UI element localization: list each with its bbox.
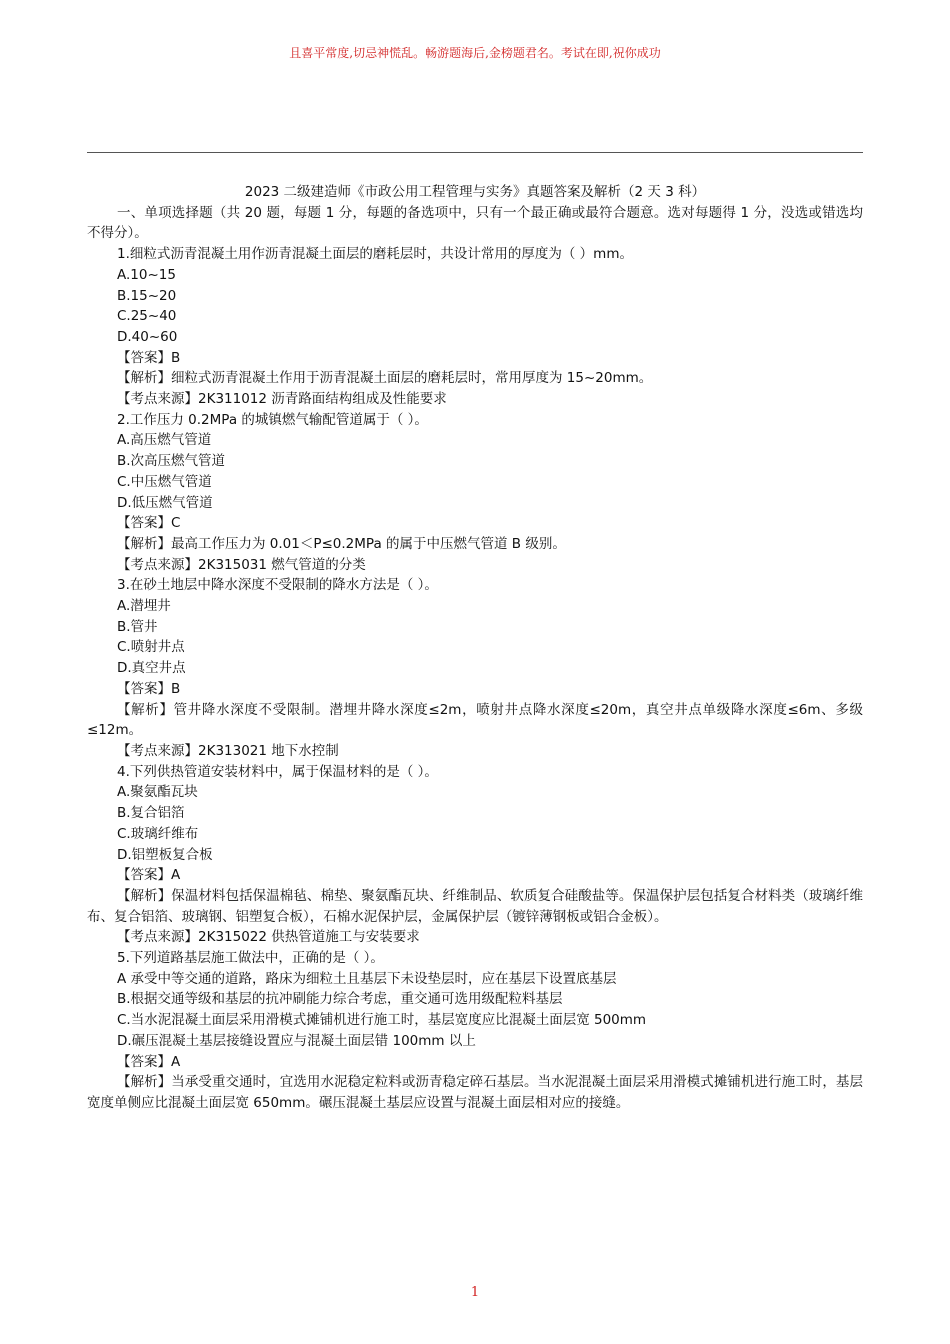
- question-answer: 【答案】A: [117, 1053, 181, 1070]
- question-answer: 【答案】C: [117, 515, 181, 532]
- question-option: D.铝塑板复合板: [117, 846, 213, 863]
- question-option: C.喷射井点: [117, 639, 185, 656]
- question-stem: 4.下列供热管道安装材料中，属于保温材料的是（ ）。: [117, 763, 438, 780]
- question-source: 【考点来源】2K315022 供热管道施工与安装要求: [117, 929, 420, 946]
- question-analysis: 【解析】当承受重交通时，宜选用水泥稳定粒料或沥青稳定碎石基层。当水泥混凝土面层采用滑模式摊铺机进行施工时，基层宽度单侧应比混凝土面层宽 650mm。碾压混凝土基层应设置与混凝土面层相对应的接缝。: [87, 1074, 863, 1111]
- question-option: A.10~15: [117, 266, 176, 283]
- question-option: A 承受中等交通的道路，路床为细粒土且基层下未设垫层时，应在基层下设置底基层: [117, 970, 617, 987]
- question-option: A.潜埋井: [117, 598, 171, 615]
- question-analysis: 【解析】管井降水深度不受限制。潜埋井降水深度≤2m，喷射井点降水深度≤20m，真空井点单级降水深度≤6m、多级≤12m。: [87, 701, 863, 739]
- document-body: [87, 182, 863, 1114]
- question-stem: 3.在砂土地层中降水深度不受限制的降水方法是（ ）。: [117, 577, 438, 594]
- question-source: 【考点来源】2K313021 地下水控制: [117, 742, 339, 759]
- question-answer: 【答案】A: [117, 867, 181, 884]
- question-option: D.碾压混凝土基层接缝设置应与混凝土面层错 100mm 以上: [117, 1032, 476, 1049]
- page-number: 1: [470, 1285, 480, 1300]
- question-option: C.当水泥混凝土面层采用滑模式摊铺机进行施工时，基层宽度应比混凝土面层宽 500mm: [117, 1012, 647, 1029]
- header-divider: [87, 152, 863, 153]
- question-option: C.玻璃纤维布: [117, 825, 199, 842]
- question-option: C.25~40: [117, 308, 177, 325]
- question-option: B.根据交通等级和基层的抗冲刷能力综合考虑，重交通可选用级配粒料基层: [117, 991, 563, 1008]
- question-source: 【考点来源】2K311012 沥青路面结构组成及性能要求: [117, 391, 447, 408]
- section-heading: 一、单项选择题（共 20 题，每题 1 分，每题的备选项中，只有一个最正确或最符合题意。选对每题得 1 分，没选或错选均不得分）。: [87, 204, 863, 242]
- question-answer: 【答案】B: [117, 349, 181, 366]
- question-answer: 【答案】B: [117, 680, 181, 697]
- question-option: B.复合铝箔: [117, 805, 185, 822]
- document-title: 2023 二级建造师《市政公用工程管理与实务》真题答案及解析（2 天 3 科）: [244, 184, 706, 200]
- question-analysis: 【解析】保温材料包括保温棉毡、棉垫、聚氨酯瓦块、纤维制品、软质复合硅酸盐等。保温保护层包括复合材料类（玻璃纤维布、复合铝箔、玻璃钢、铝塑复合板），石棉水泥保护层，金属保护层（镀锌薄钢板或铝合金板）。: [87, 887, 863, 925]
- question-option: D.真空井点: [117, 660, 186, 677]
- header-slogan: 且喜平常度,切忌神慌乱。畅游题海后,金榜题君名。考试在即,祝你成功: [289, 46, 661, 60]
- question-option: B.15~20: [117, 287, 177, 304]
- question-analysis: 【解析】最高工作压力为 0.01＜P≤0.2MPa 的属于中压燃气管道 B 级别。: [117, 535, 566, 552]
- question-analysis: 【解析】细粒式沥青混凝土作用于沥青混凝土面层的磨耗层时，常用厚度为 15~20mm。: [117, 370, 653, 387]
- question-source: 【考点来源】2K315031 燃气管道的分类: [117, 556, 366, 573]
- question-option: D.40~60: [117, 328, 178, 345]
- question-stem: 5.下列道路基层施工做法中，正确的是（ ）。: [117, 950, 384, 967]
- question-stem: 2.工作压力 0.2MPa 的城镇燃气输配管道属于（ ）。: [117, 411, 428, 428]
- question-option: B.管井: [117, 618, 158, 635]
- question-option: A.高压燃气管道: [117, 432, 212, 449]
- question-stem: 1.细粒式沥青混凝土用作沥青混凝土面层的磨耗层时，共设计常用的厚度为（ ）mm。: [117, 246, 633, 263]
- question-option: A.聚氨酯瓦块: [117, 784, 198, 801]
- question-option: B.次高压燃气管道: [117, 453, 226, 470]
- question-option: C.中压燃气管道: [117, 473, 212, 490]
- question-option: D.低压燃气管道: [117, 494, 213, 511]
